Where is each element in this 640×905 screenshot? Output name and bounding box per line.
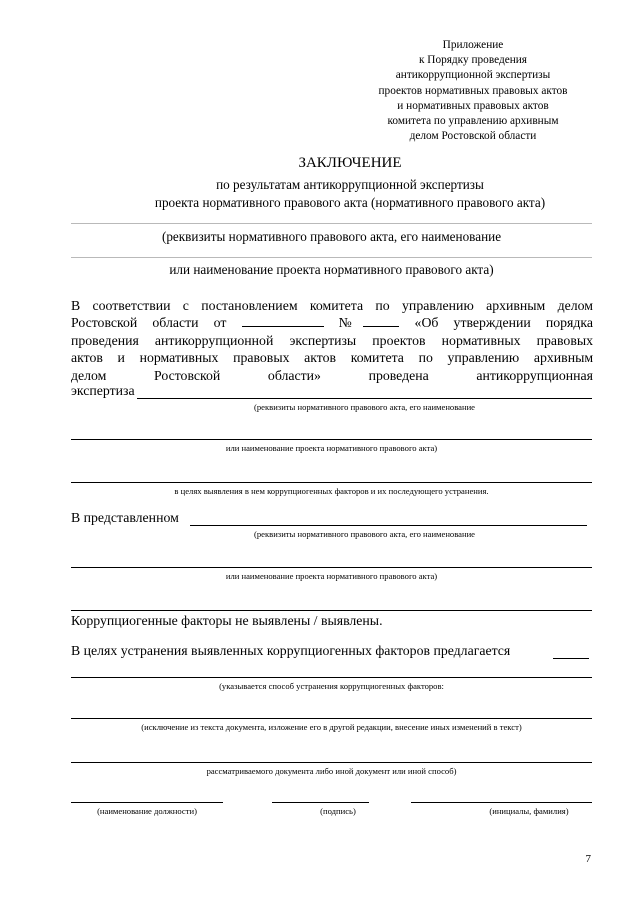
fill-line[interactable]	[71, 439, 592, 440]
paragraph-line-3: проведения антикоррупционной экспертизы проектов нормативных правовых	[71, 332, 594, 348]
factors-statement: Коррупциогенные факторы не выявлены / выявлены.	[71, 613, 383, 628]
number-blank[interactable]	[363, 314, 399, 327]
page-number: 7	[585, 853, 591, 865]
paragraph-line-2: Ростовской области от № «Об утверждении порядка	[71, 315, 594, 331]
fill-line[interactable]	[71, 718, 592, 719]
appendix-line: комитета по управлению архивным	[387, 115, 559, 128]
fill-line[interactable]	[71, 677, 592, 678]
header-caption-2: или наименование проекта нормативного правового акта)	[169, 262, 494, 277]
caption-or-project: или наименование проекта нормативного правового акта)	[225, 443, 438, 453]
paragraph-line-4: актов и нормативных правовых актов комитета по управлению архивным	[71, 350, 594, 366]
caption-method-alt: рассматриваемого документа либо иной документ или иной способ)	[206, 766, 457, 776]
caption-signature: (подпись)	[320, 806, 356, 816]
appendix-line: делом Ростовской области	[409, 130, 537, 143]
name-line[interactable]	[411, 802, 592, 803]
appendix-line: проектов нормативных правовых актов	[378, 84, 568, 97]
appendix-line: и нормативных правовых актов	[397, 99, 549, 112]
expertise-row	[71, 383, 135, 399]
appendix-line: антикоррупционной экспертизы	[395, 69, 551, 82]
fill-line[interactable]	[190, 525, 587, 526]
appendix-block	[353, 38, 593, 144]
fill-line[interactable]	[71, 762, 592, 763]
caption-or-project-2: или наименование проекта нормативного правового акта)	[225, 571, 438, 581]
document-subtitle-2: проекта нормативного правового акта (нормативного правового акта)	[154, 195, 546, 210]
caption-position: (наименование должности)	[97, 806, 197, 816]
header-caption-1: (реквизиты нормативного правового акта, его наименование	[161, 229, 502, 244]
caption-requisites-2: (реквизиты нормативного правового акта, его наименование	[254, 529, 475, 539]
appendix-line: Приложение	[442, 39, 504, 51]
caption-method-details: (исключение из текста документа, изложение его в другой редакции, внесение иных изменений в текст)	[141, 722, 522, 732]
main-paragraph	[71, 297, 593, 384]
position-line[interactable]	[71, 802, 223, 803]
fill-line[interactable]	[71, 257, 592, 258]
fill-line[interactable]	[71, 482, 592, 483]
presented-label: В представленном	[71, 510, 179, 525]
document-title: ЗАКЛЮЧЕНИЕ	[298, 155, 402, 171]
date-blank[interactable]	[242, 314, 324, 327]
caption-purpose: в целях выявления в нем коррупциогенных факторов и их последующего устранения.	[174, 486, 489, 496]
fill-line[interactable]	[71, 610, 592, 611]
fill-line[interactable]	[71, 567, 592, 568]
appendix-line: к Порядку проведения	[418, 54, 528, 67]
fill-line[interactable]	[71, 223, 592, 224]
paragraph-line-5: делом Ростовской области» проведена антикоррупционная	[71, 367, 594, 383]
paragraph-line-1: В соответствии с постановлением комитета по управлению архивным делом	[71, 298, 593, 313]
caption-method: (указывается способ устранения коррупциогенных факторов:	[219, 681, 444, 691]
expertise-label: экспертиза	[71, 383, 135, 398]
proposal-statement: В целях устранения выявленных коррупциогенных факторов предлагается	[71, 643, 511, 658]
fill-line[interactable]	[553, 658, 589, 659]
caption-requisites: (реквизиты нормативного правового акта, его наименование	[254, 402, 475, 412]
document-subtitle: по результатам антикоррупционной экспертизы	[216, 177, 484, 192]
fill-line[interactable]	[137, 398, 592, 399]
caption-name: (инициалы, фамилия)	[489, 806, 569, 816]
signature-line[interactable]	[272, 802, 369, 803]
